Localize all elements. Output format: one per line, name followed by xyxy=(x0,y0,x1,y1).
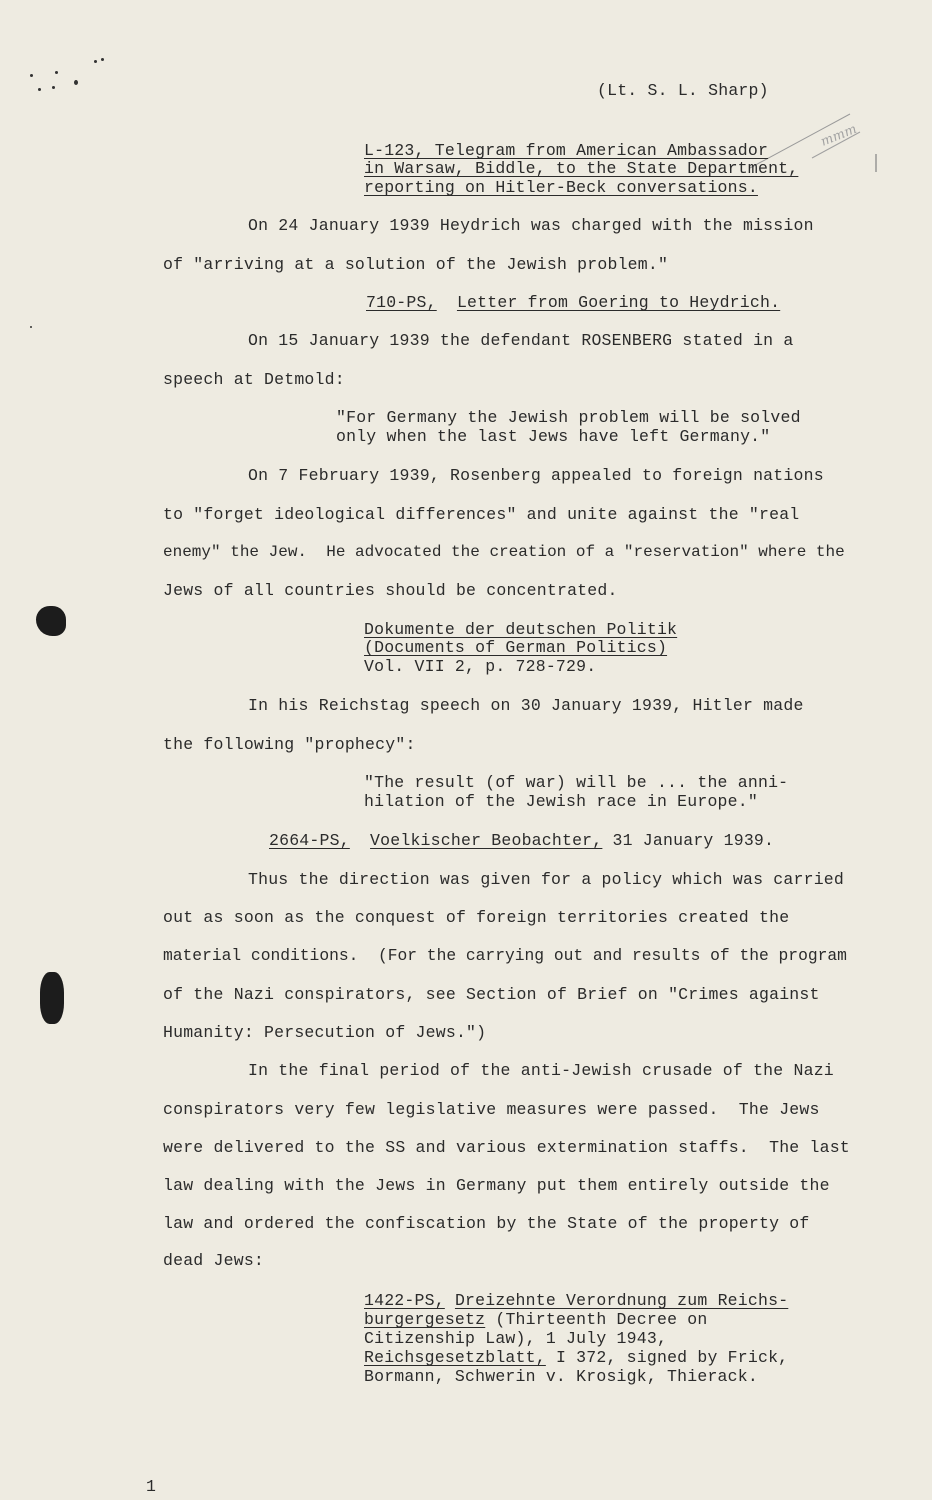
attribution: (Lt. S. L. Sharp) xyxy=(597,81,769,100)
body-line: In his Reichstag speech on 30 January 1939, Hitler made xyxy=(248,696,804,715)
binder-hole-mark xyxy=(36,606,66,636)
body-line: Thus the direction was given for a policy which was carried xyxy=(248,870,844,889)
body-line: Humanity: Persecution of Jews.") xyxy=(163,1023,487,1042)
reference-line: reporting on Hitler-Beck conversations. xyxy=(364,178,758,197)
reference-line: Vol. VII 2, p. 728-729. xyxy=(364,657,597,676)
quote-line: "The result (of war) will be ... the anni- xyxy=(364,773,789,792)
reference-title: burgergesetz xyxy=(364,1310,486,1329)
reference-line: (Documents of German Politics) xyxy=(364,638,668,657)
reference-title: Voelkischer Beobachter, xyxy=(370,831,603,850)
body-line: material conditions. (For the carrying out and results of the program xyxy=(163,946,847,965)
body-line: On 15 January 1939 the defendant ROSENBERG stated in a xyxy=(248,331,794,350)
reference-line: Citizenship Law), 1 July 1943, xyxy=(364,1329,668,1348)
reference-title: Letter from Goering to Heydrich. xyxy=(456,293,781,312)
reference-title: Reichsgesetzblatt, xyxy=(364,1348,546,1367)
reference-text: I 372, signed by Frick, xyxy=(545,1348,789,1367)
body-line: conspirators very few legislative measures were passed. The Jews xyxy=(163,1100,820,1119)
body-line: In the final period of the anti-Jewish crusade of the Nazi xyxy=(248,1061,834,1080)
body-line: Jews of all countries should be concentrated. xyxy=(163,581,618,600)
reference-line xyxy=(269,831,774,850)
quote-line: only when the last Jews have left Germany." xyxy=(336,427,771,446)
scan-speck xyxy=(74,80,78,85)
reference-line xyxy=(364,1291,788,1310)
body-line: were delivered to the SS and various extermination staffs. The last xyxy=(163,1138,850,1157)
quote-line: "For Germany the Jewish problem will be solved xyxy=(336,408,801,427)
body-line: the following "prophecy": xyxy=(163,735,416,754)
reference-line xyxy=(364,1348,788,1367)
margin-note: mmm xyxy=(818,121,860,150)
reference-line xyxy=(366,293,780,312)
body-line: On 7 February 1939, Rosenberg appealed to foreign nations xyxy=(248,466,824,485)
body-line: On 24 January 1939 Heydrich was charged with the mission xyxy=(248,216,814,235)
reference-code: 2664-PS, xyxy=(269,831,350,850)
scan-speck xyxy=(94,60,97,63)
body-line: out as soon as the conquest of foreign territories created the xyxy=(163,908,790,927)
body-line: of "arriving at a solution of the Jewish problem." xyxy=(163,255,669,274)
scan-speck xyxy=(30,74,33,77)
body-line: law dealing with the Jews in Germany put them entirely outside the xyxy=(163,1176,830,1195)
reference-date: 31 January 1939. xyxy=(612,831,775,850)
scan-speck xyxy=(101,58,104,61)
binder-hole-mark xyxy=(40,972,64,1024)
reference-text: (Thirteenth Decree on xyxy=(485,1310,708,1329)
body-line: law and ordered the confiscation by the State of the property of xyxy=(163,1214,810,1233)
reference-code: 710-PS, xyxy=(366,293,437,312)
reference-line: L-123, Telegram from American Ambassador xyxy=(364,141,769,160)
reference-line: Dokumente der deutschen Politik xyxy=(364,620,678,639)
body-line: enemy" the Jew. He advocated the creation of a "reservation" where the xyxy=(163,543,845,561)
scan-speck xyxy=(38,88,41,91)
body-line: dead Jews: xyxy=(163,1251,265,1270)
reference-line: in Warsaw, Biddle, to the State Department, xyxy=(364,159,799,178)
scan-speck xyxy=(55,71,58,74)
reference-line: Bormann, Schwerin v. Krosigk, Thierack. xyxy=(364,1367,758,1386)
page-number: 1 xyxy=(146,1477,157,1496)
body-line: speech at Detmold: xyxy=(163,370,345,389)
reference-line xyxy=(364,1310,707,1329)
scan-speck xyxy=(30,326,32,328)
scan-speck xyxy=(52,86,55,89)
body-line: of the Nazi conspirators, see Section of Brief on "Crimes against xyxy=(163,985,820,1004)
body-line: to "forget ideological differences" and unite against the "real xyxy=(163,505,800,524)
reference-code: 1422-PS, xyxy=(364,1291,445,1310)
reference-title: Dreizehnte Verordnung zum Reichs- xyxy=(454,1291,789,1310)
quote-line: hilation of the Jewish race in Europe." xyxy=(364,792,758,811)
